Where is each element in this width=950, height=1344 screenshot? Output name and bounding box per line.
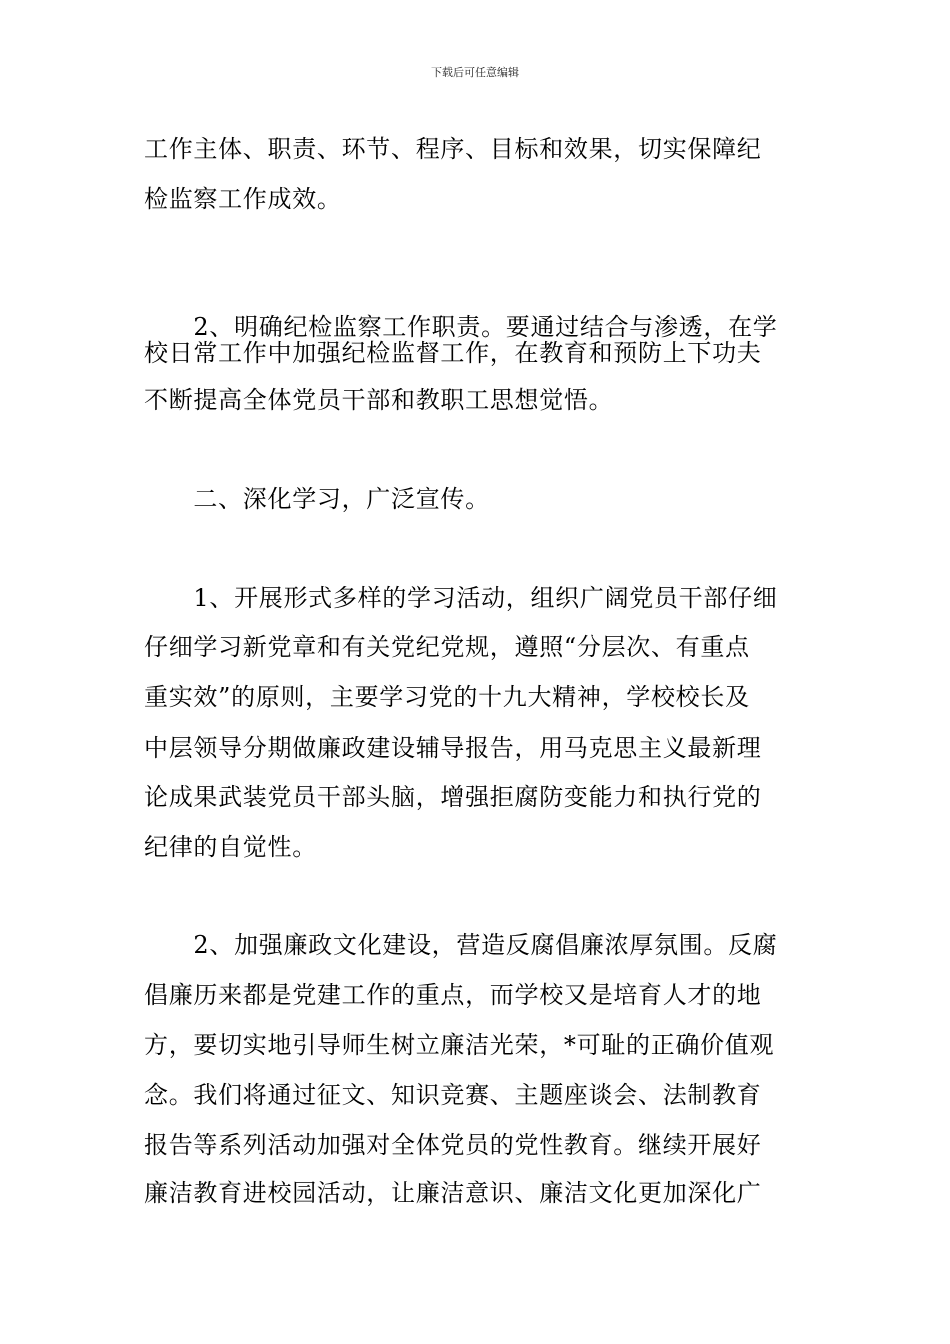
- text-line: 论成果武装党员干部头脑，增强拒腐防变能力和执行党的: [144, 783, 762, 811]
- text-line: 中层领导分期做廉政建设辅导报告，用马克思主义最新理: [144, 734, 762, 762]
- text-line: 校日常工作中加强纪检监督工作，在教育和预防上下功夫: [144, 339, 762, 367]
- text-line: 1、开展形式多样的学习活动，组织广阔党员干部仔细: [144, 584, 778, 612]
- text-line: 仔细学习新党章和有关党纪党规，遵照“分层次、有重点: [144, 633, 750, 661]
- text-line: 纪律的自觉性。: [144, 833, 317, 861]
- text-line: 倡廉历来都是党建工作的重点，而学校又是培育人才的地: [144, 981, 762, 1009]
- text-line: 检监察工作成效。: [144, 185, 342, 213]
- text-line: 不断提高全体党员干部和教职工思想觉悟。: [144, 386, 614, 414]
- text-line: 二、深化学习，广泛宣传。: [144, 485, 490, 513]
- text-line: 2、明确纪检监察工作职责。要通过结合与渗透，在学: [144, 313, 778, 341]
- text-line: 2、加强廉政文化建设，营造反腐倡廉浓厚氛围。反腐: [144, 931, 778, 959]
- text-line: 重实效”的原则，主要学习党的十九大精神，学校校长及: [144, 683, 750, 711]
- page-header: 下载后可任意编辑: [431, 66, 519, 79]
- text-line: 廉洁教育进校园活动，让廉洁意识、廉洁文化更加深化广: [144, 1179, 762, 1207]
- text-line: 报告等系列活动加强对全体党员的党性教育。继续开展好: [144, 1131, 762, 1159]
- text-line: 念。我们将通过征文、知识竞赛、主题座谈会、法制教育: [144, 1081, 762, 1109]
- text-line: 方，要切实地引导师生树立廉洁光荣，*可耻的正确价值观: [144, 1031, 775, 1059]
- text-line: 工作主体、职责、环节、程序、目标和效果，切实保障纪: [144, 135, 762, 163]
